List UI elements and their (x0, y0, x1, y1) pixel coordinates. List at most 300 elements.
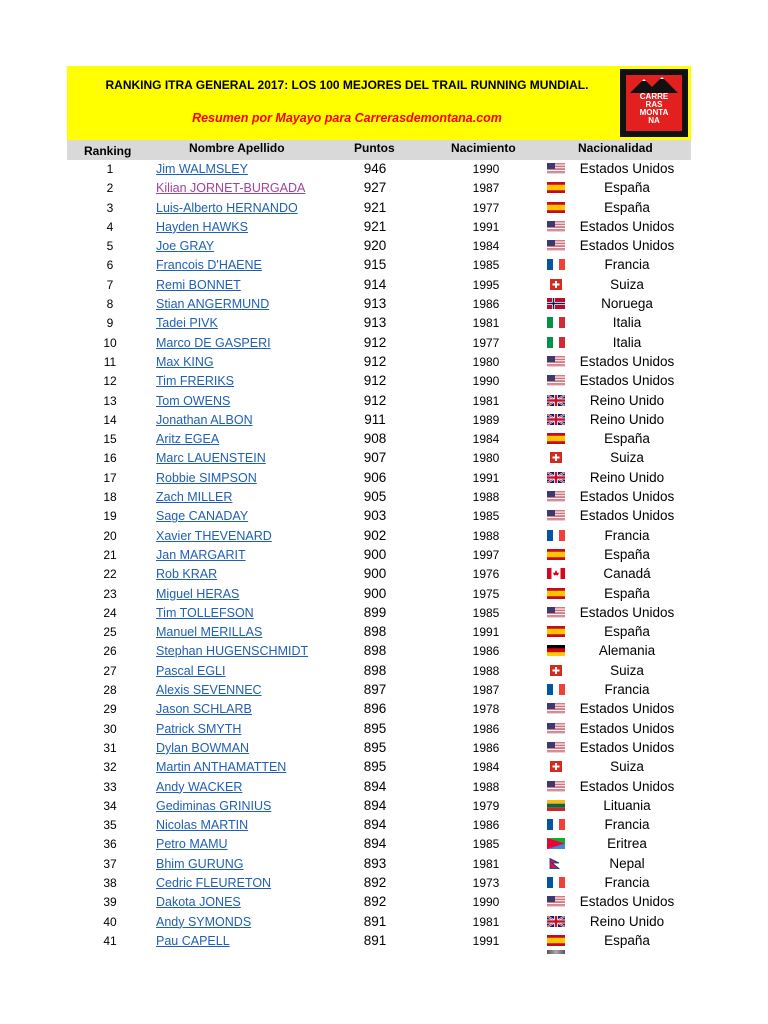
points-cell: 895 (363, 759, 387, 775)
birth-year-cell: 1990 (472, 895, 500, 910)
athlete-name-link[interactable]: Jim WALMSLEY (156, 162, 248, 176)
rank-cell: 14 (103, 412, 117, 427)
flag-usa-icon (547, 510, 565, 521)
rank-cell: 40 (103, 914, 117, 929)
rank-cell: 37 (103, 856, 117, 871)
athlete-name-link[interactable]: Max KING (156, 354, 214, 369)
athlete-name-link[interactable]: Joe GRAY (156, 239, 215, 254)
rank-cell: 24 (103, 605, 117, 620)
nationality-cell: Estados Unidos (579, 238, 675, 254)
nationality-cell: España (604, 546, 650, 562)
col-points: Puntos (354, 141, 395, 155)
birth-year-cell: 1986 (472, 721, 500, 736)
athlete-name-link[interactable]: Dakota JONES (156, 895, 241, 910)
flag-esp-icon (547, 182, 565, 193)
carreras-montana-logo (620, 69, 688, 137)
table-row (67, 527, 691, 546)
nationality-cell: Estados Unidos (579, 778, 675, 794)
flag-esp-icon (547, 202, 565, 213)
athlete-name-link[interactable]: Tom OWENS (156, 393, 231, 408)
nationality-cell: España (604, 585, 650, 601)
points-cell: 892 (363, 894, 387, 910)
table-row (67, 546, 691, 565)
nationality-cell: Noruega (601, 296, 653, 312)
birth-year-cell: 1978 (472, 702, 500, 717)
rank-cell: 26 (103, 644, 117, 659)
table-row (67, 295, 691, 314)
nationality-cell: Reino Unido (589, 469, 665, 485)
birth-year-cell: 1980 (472, 451, 500, 466)
nationality-cell: Francia (604, 874, 650, 890)
table-row (67, 758, 691, 777)
nationality-cell: Reino Unido (589, 392, 665, 408)
flag-can-icon (547, 568, 565, 579)
athlete-name-link[interactable]: Rob KRAR (156, 567, 218, 582)
rank-cell: 22 (103, 567, 117, 582)
nationality-cell: Suiza (610, 662, 644, 678)
nationality-cell: España (604, 199, 650, 215)
nationality-cell: Francia (604, 257, 650, 273)
rank-cell: 34 (103, 798, 117, 813)
flag-esp-icon (547, 588, 565, 599)
rank-cell: 21 (103, 547, 117, 562)
flag-fra-icon (547, 684, 565, 695)
nationality-cell: Eritrea (607, 836, 647, 852)
mountain-icon (630, 75, 678, 93)
points-cell: 898 (363, 624, 387, 640)
page-title: RANKING ITRA GENERAL 2017: LOS 100 MEJORES DEL TRAIL RUNNING MUNDIAL. (105, 78, 589, 92)
table-row (67, 855, 691, 874)
nationality-cell: Francia (604, 527, 650, 543)
points-cell: 898 (363, 662, 387, 678)
birth-year-cell: 1986 (472, 297, 500, 312)
flag-esp-icon (547, 433, 565, 444)
rank-cell: 35 (103, 818, 117, 833)
flag-usa-icon (547, 163, 565, 174)
rank-cell: 38 (103, 875, 117, 890)
flag-fra-icon (547, 259, 565, 270)
ranking-table (67, 160, 691, 951)
rank-cell: 16 (103, 451, 117, 466)
athlete-name-link[interactable]: Marc LAUENSTEIN (156, 451, 266, 466)
points-cell: 891 (363, 913, 387, 929)
nationality-cell: Canadá (603, 566, 651, 582)
birth-year-cell: 1988 (472, 490, 500, 505)
points-cell: 900 (363, 546, 387, 562)
table-row (67, 256, 691, 275)
athlete-name-link[interactable]: Martin ANTHAMATTEN (156, 760, 287, 775)
birth-year-cell: 1980 (472, 354, 500, 369)
athlete-name-link[interactable]: Xavier THEVENARD (156, 528, 272, 543)
flag-sui-icon (547, 665, 565, 676)
nationality-cell: Alemania (598, 643, 656, 659)
athlete-name-link[interactable]: Cedric FLEURETON (156, 875, 272, 890)
flag-usa-icon (547, 491, 565, 502)
nationality-cell: Estados Unidos (579, 161, 675, 176)
table-row (67, 218, 691, 237)
athlete-name-link[interactable]: Sage CANADAY (156, 509, 249, 524)
birth-year-cell: 1981 (472, 316, 500, 331)
points-cell: 912 (363, 373, 387, 389)
birth-year-cell: 1991 (472, 219, 500, 234)
rank-cell: 27 (103, 663, 117, 678)
table-row (67, 700, 691, 719)
points-cell: 893 (363, 855, 387, 871)
rank-cell: 36 (103, 837, 117, 852)
points-cell: 911 (364, 411, 386, 427)
points-cell: 912 (363, 334, 387, 350)
points-cell: 905 (363, 489, 387, 505)
table-row (67, 816, 691, 835)
birth-year-cell: 1989 (472, 412, 500, 427)
athlete-name-link[interactable]: Dylan BOWMAN (156, 740, 250, 755)
points-cell: 920 (363, 238, 387, 254)
table-row (67, 392, 691, 411)
logo-text-line: MONTA (639, 108, 669, 117)
table-row (67, 469, 691, 488)
table-row (67, 507, 691, 526)
flag-gbr-icon (547, 916, 565, 927)
birth-year-cell: 1987 (472, 683, 500, 698)
table-header (67, 140, 691, 160)
rank-cell: 33 (103, 779, 117, 794)
nationality-cell: Estados Unidos (579, 701, 675, 717)
birth-year-cell: 1988 (472, 779, 500, 794)
rank-cell: 5 (106, 239, 114, 254)
nationality-cell: España (604, 624, 650, 640)
birth-year-cell: 1986 (472, 740, 500, 755)
flag-usa-icon (547, 723, 565, 734)
athlete-name-link[interactable]: Gediminas GRINIUS (156, 798, 272, 813)
flag-sui-icon (547, 452, 565, 463)
athlete-name-link[interactable]: Pau CAPELL (156, 933, 230, 948)
table-row (67, 411, 691, 430)
points-cell: 902 (363, 527, 387, 543)
points-cell: 898 (363, 643, 387, 659)
nationality-cell: España (604, 932, 650, 948)
nationality-cell: Estados Unidos (579, 218, 675, 234)
points-cell: 894 (363, 817, 387, 833)
col-ranking: Ranking (84, 144, 132, 158)
points-cell: 912 (363, 353, 387, 369)
flag-sui-icon (547, 279, 565, 290)
points-cell: 894 (363, 836, 387, 852)
birth-year-cell: 1997 (472, 547, 500, 562)
table-row (67, 604, 691, 623)
nationality-cell: España (604, 431, 650, 447)
rank-cell: 19 (103, 509, 117, 524)
flag-usa-icon (547, 742, 565, 753)
rank-cell: 41 (103, 933, 117, 948)
rank-cell: 30 (103, 721, 117, 736)
athlete-name-link[interactable]: Bhim GURUNG (156, 856, 244, 871)
table-row (67, 662, 691, 681)
partial-flag-icon (547, 950, 565, 954)
rank-cell: 1 (106, 162, 114, 176)
flag-nor-icon (547, 298, 565, 309)
birth-year-cell: 1991 (472, 625, 500, 640)
table-row (67, 778, 691, 797)
points-cell: 896 (363, 701, 387, 717)
birth-year-cell: 1976 (472, 567, 500, 582)
rank-cell: 25 (103, 625, 117, 640)
points-cell: 914 (363, 276, 387, 292)
athlete-name-link[interactable]: Tim FRERIKS (156, 374, 235, 389)
athlete-name-link[interactable]: Hayden HAWKS (156, 219, 248, 234)
birth-year-cell: 1987 (472, 181, 500, 196)
birth-year-cell: 1977 (472, 335, 500, 350)
birth-year-cell: 1981 (472, 393, 500, 408)
table-row (67, 932, 691, 951)
table-row (67, 720, 691, 739)
athlete-name-link[interactable]: Pascal EGLI (156, 663, 226, 678)
logo-text-line: CARRE (639, 92, 669, 101)
flag-gbr-icon (547, 414, 565, 425)
athlete-name-link[interactable]: Andy WACKER (156, 779, 243, 794)
col-nationality: Nacionalidad (578, 141, 653, 155)
birth-year-cell: 1991 (472, 933, 500, 948)
athlete-name-link[interactable]: Kilian JORNET-BURGADA (156, 181, 306, 196)
points-cell: 906 (363, 469, 387, 485)
birth-year-cell: 1995 (472, 277, 500, 292)
rank-cell: 12 (103, 374, 117, 389)
table-row (67, 739, 691, 758)
birth-year-cell: 1984 (472, 239, 500, 254)
birth-year-cell: 1988 (472, 663, 500, 678)
birth-year-cell: 1981 (472, 856, 500, 871)
birth-year-cell: 1990 (472, 374, 500, 389)
flag-fra-icon (547, 877, 565, 888)
athlete-name-link[interactable]: Andy SYMONDS (156, 914, 252, 929)
rank-cell: 23 (103, 586, 117, 601)
athlete-name-link[interactable]: Stian ANGERMUND (156, 297, 270, 312)
col-name: Nombre Apellido (189, 141, 285, 155)
table-row (67, 585, 691, 604)
rank-cell: 11 (103, 354, 117, 369)
nationality-cell: Estados Unidos (579, 604, 675, 620)
nationality-cell: Estados Unidos (579, 894, 675, 910)
flag-usa-icon (547, 221, 565, 232)
points-cell: 912 (363, 392, 387, 408)
athlete-name-link[interactable]: Alexis SEVENNEC (156, 683, 262, 698)
table-row (67, 874, 691, 893)
athlete-name-link[interactable]: Stephan HUGENSCHMIDT (156, 644, 309, 659)
table-row (67, 642, 691, 661)
table-row (67, 449, 691, 468)
points-cell: 895 (363, 720, 387, 736)
rank-cell: 4 (106, 219, 114, 234)
birth-year-cell: 1981 (472, 914, 500, 929)
table-row (67, 488, 691, 507)
nationality-cell: Reino Unido (589, 913, 665, 929)
logo-lettering (626, 93, 682, 125)
nationality-cell: Suiza (610, 450, 644, 466)
points-cell: 921 (363, 218, 387, 234)
title-banner (67, 66, 691, 140)
athlete-name-link[interactable]: Zach MILLER (156, 490, 233, 505)
points-cell: 915 (363, 257, 387, 273)
flag-ita-icon (547, 337, 565, 348)
rank-cell: 2 (106, 181, 114, 196)
table-row (67, 179, 691, 198)
table-row (67, 565, 691, 584)
birth-year-cell: 1985 (472, 509, 500, 524)
points-cell: 900 (363, 585, 387, 601)
nationality-cell: Estados Unidos (579, 373, 675, 389)
athlete-name-link[interactable]: Jason SCHLARB (156, 702, 252, 717)
rank-cell: 13 (103, 393, 117, 408)
flag-usa-icon (547, 375, 565, 386)
flag-gbr-icon (547, 395, 565, 406)
athlete-name-link[interactable]: Aritz EGEA (156, 432, 220, 447)
points-cell: 921 (363, 199, 387, 215)
points-cell: 913 (363, 315, 387, 331)
points-cell: 894 (363, 778, 387, 794)
points-cell: 946 (363, 161, 387, 176)
rank-cell: 15 (103, 432, 117, 447)
table-row (67, 681, 691, 700)
birth-year-cell: 1986 (472, 644, 500, 659)
rank-cell: 9 (106, 316, 114, 331)
birth-year-cell: 1977 (472, 200, 500, 215)
birth-year-cell: 1979 (472, 798, 500, 813)
flag-usa-icon (547, 356, 565, 367)
rank-cell: 7 (106, 277, 114, 292)
table-row (67, 623, 691, 642)
logo-text-line: NA (648, 116, 660, 125)
birth-year-cell: 1988 (472, 528, 500, 543)
birth-year-cell: 1973 (472, 875, 500, 890)
flag-usa-icon (547, 703, 565, 714)
points-cell: 897 (363, 682, 387, 698)
rank-cell: 28 (103, 683, 117, 698)
flag-esp-icon (547, 549, 565, 560)
flag-eri-icon (547, 838, 565, 849)
rank-cell: 10 (103, 335, 117, 350)
nationality-cell: Estados Unidos (579, 508, 675, 524)
nationality-cell: Suiza (610, 276, 644, 292)
points-cell: 892 (363, 874, 387, 890)
flag-usa-icon (547, 781, 565, 792)
points-cell: 908 (363, 431, 387, 447)
rank-cell: 17 (103, 470, 117, 485)
flag-gbr-icon (547, 472, 565, 483)
nationality-cell: Estados Unidos (579, 489, 675, 505)
birth-year-cell: 1975 (472, 586, 500, 601)
birth-year-cell: 1984 (472, 760, 500, 775)
nationality-cell: Estados Unidos (579, 720, 675, 736)
nationality-cell: Italia (612, 334, 642, 350)
points-cell: 894 (363, 797, 387, 813)
table-row (67, 160, 691, 179)
rank-cell: 29 (103, 702, 117, 717)
table-row (67, 199, 691, 218)
rank-cell: 6 (106, 258, 114, 273)
athlete-name-link[interactable]: Tadei PIVK (156, 316, 218, 331)
nationality-cell: Francia (604, 817, 650, 833)
flag-usa-icon (547, 240, 565, 251)
athlete-name-link[interactable]: Nicolas MARTIN (156, 818, 249, 833)
points-cell: 907 (363, 450, 387, 466)
rank-cell: 39 (103, 895, 117, 910)
athlete-name-link[interactable]: Jan MARGARIT (156, 547, 246, 562)
table-row (67, 276, 691, 295)
col-birth: Nacimiento (451, 141, 516, 155)
athlete-name-link[interactable]: Remi BONNET (156, 277, 241, 292)
nationality-cell: Estados Unidos (579, 353, 675, 369)
rank-cell: 18 (103, 490, 117, 505)
nationality-cell: Nepal (609, 855, 645, 871)
flag-fra-icon (547, 530, 565, 541)
table-row (67, 835, 691, 854)
birth-year-cell: 1984 (472, 432, 500, 447)
table-row (67, 430, 691, 449)
birth-year-cell: 1985 (472, 258, 500, 273)
points-cell: 899 (363, 604, 387, 620)
flag-ita-icon (547, 317, 565, 328)
nationality-cell: Italia (612, 315, 642, 331)
points-cell: 895 (363, 739, 387, 755)
athlete-name-link[interactable]: Marco DE GASPERI (156, 335, 271, 350)
flag-ltu-icon (547, 800, 565, 811)
table-row (67, 913, 691, 932)
birth-year-cell: 1990 (472, 162, 500, 176)
nationality-cell: Reino Unido (589, 411, 665, 427)
flag-esp-icon (547, 626, 565, 637)
athlete-name-link[interactable]: Luis-Alberto HERNANDO (156, 200, 298, 215)
nationality-cell: Estados Unidos (579, 739, 675, 755)
rank-cell: 20 (103, 528, 117, 543)
rank-cell: 31 (103, 740, 117, 755)
birth-year-cell: 1985 (472, 605, 500, 620)
flag-sui-icon (547, 761, 565, 772)
athlete-name-link[interactable]: Robbie SIMPSON (156, 470, 257, 485)
flag-nep-icon (547, 858, 565, 869)
table-row (67, 797, 691, 816)
flag-esp-icon (547, 935, 565, 946)
page-subtitle: Resumen por Mayayo para Carrerasdemontana.com (192, 111, 502, 125)
rank-cell: 3 (106, 200, 114, 215)
table-row (67, 237, 691, 256)
nationality-cell: Lituania (603, 797, 651, 813)
rank-cell: 8 (106, 297, 114, 312)
athlete-name-link[interactable]: Patrick SMYTH (156, 721, 242, 736)
flag-ger-icon (547, 645, 565, 656)
athlete-name-link[interactable]: Tim TOLLEFSON (156, 605, 254, 620)
athlete-name-link[interactable]: Miguel HERAS (156, 586, 240, 601)
flag-usa-icon (547, 607, 565, 618)
athlete-name-link[interactable]: Petro MAMU (156, 837, 228, 852)
birth-year-cell: 1991 (472, 470, 500, 485)
nationality-cell: Francia (604, 682, 650, 698)
athlete-name-link[interactable]: Manuel MERILLAS (156, 625, 263, 640)
points-cell: 891 (363, 932, 387, 948)
flag-fra-icon (547, 819, 565, 830)
points-cell: 927 (363, 180, 387, 196)
table-row (67, 893, 691, 912)
nationality-cell: España (604, 180, 650, 196)
points-cell: 903 (363, 508, 387, 524)
points-cell: 900 (363, 566, 387, 582)
points-cell: 913 (363, 296, 387, 312)
table-row (67, 334, 691, 353)
rank-cell: 32 (103, 760, 117, 775)
athlete-name-link[interactable]: Francois D'HAENE (156, 258, 262, 273)
table-row (67, 372, 691, 391)
birth-year-cell: 1986 (472, 818, 500, 833)
athlete-name-link[interactable]: Jonathan ALBON (156, 412, 253, 427)
flag-usa-icon (547, 896, 565, 907)
